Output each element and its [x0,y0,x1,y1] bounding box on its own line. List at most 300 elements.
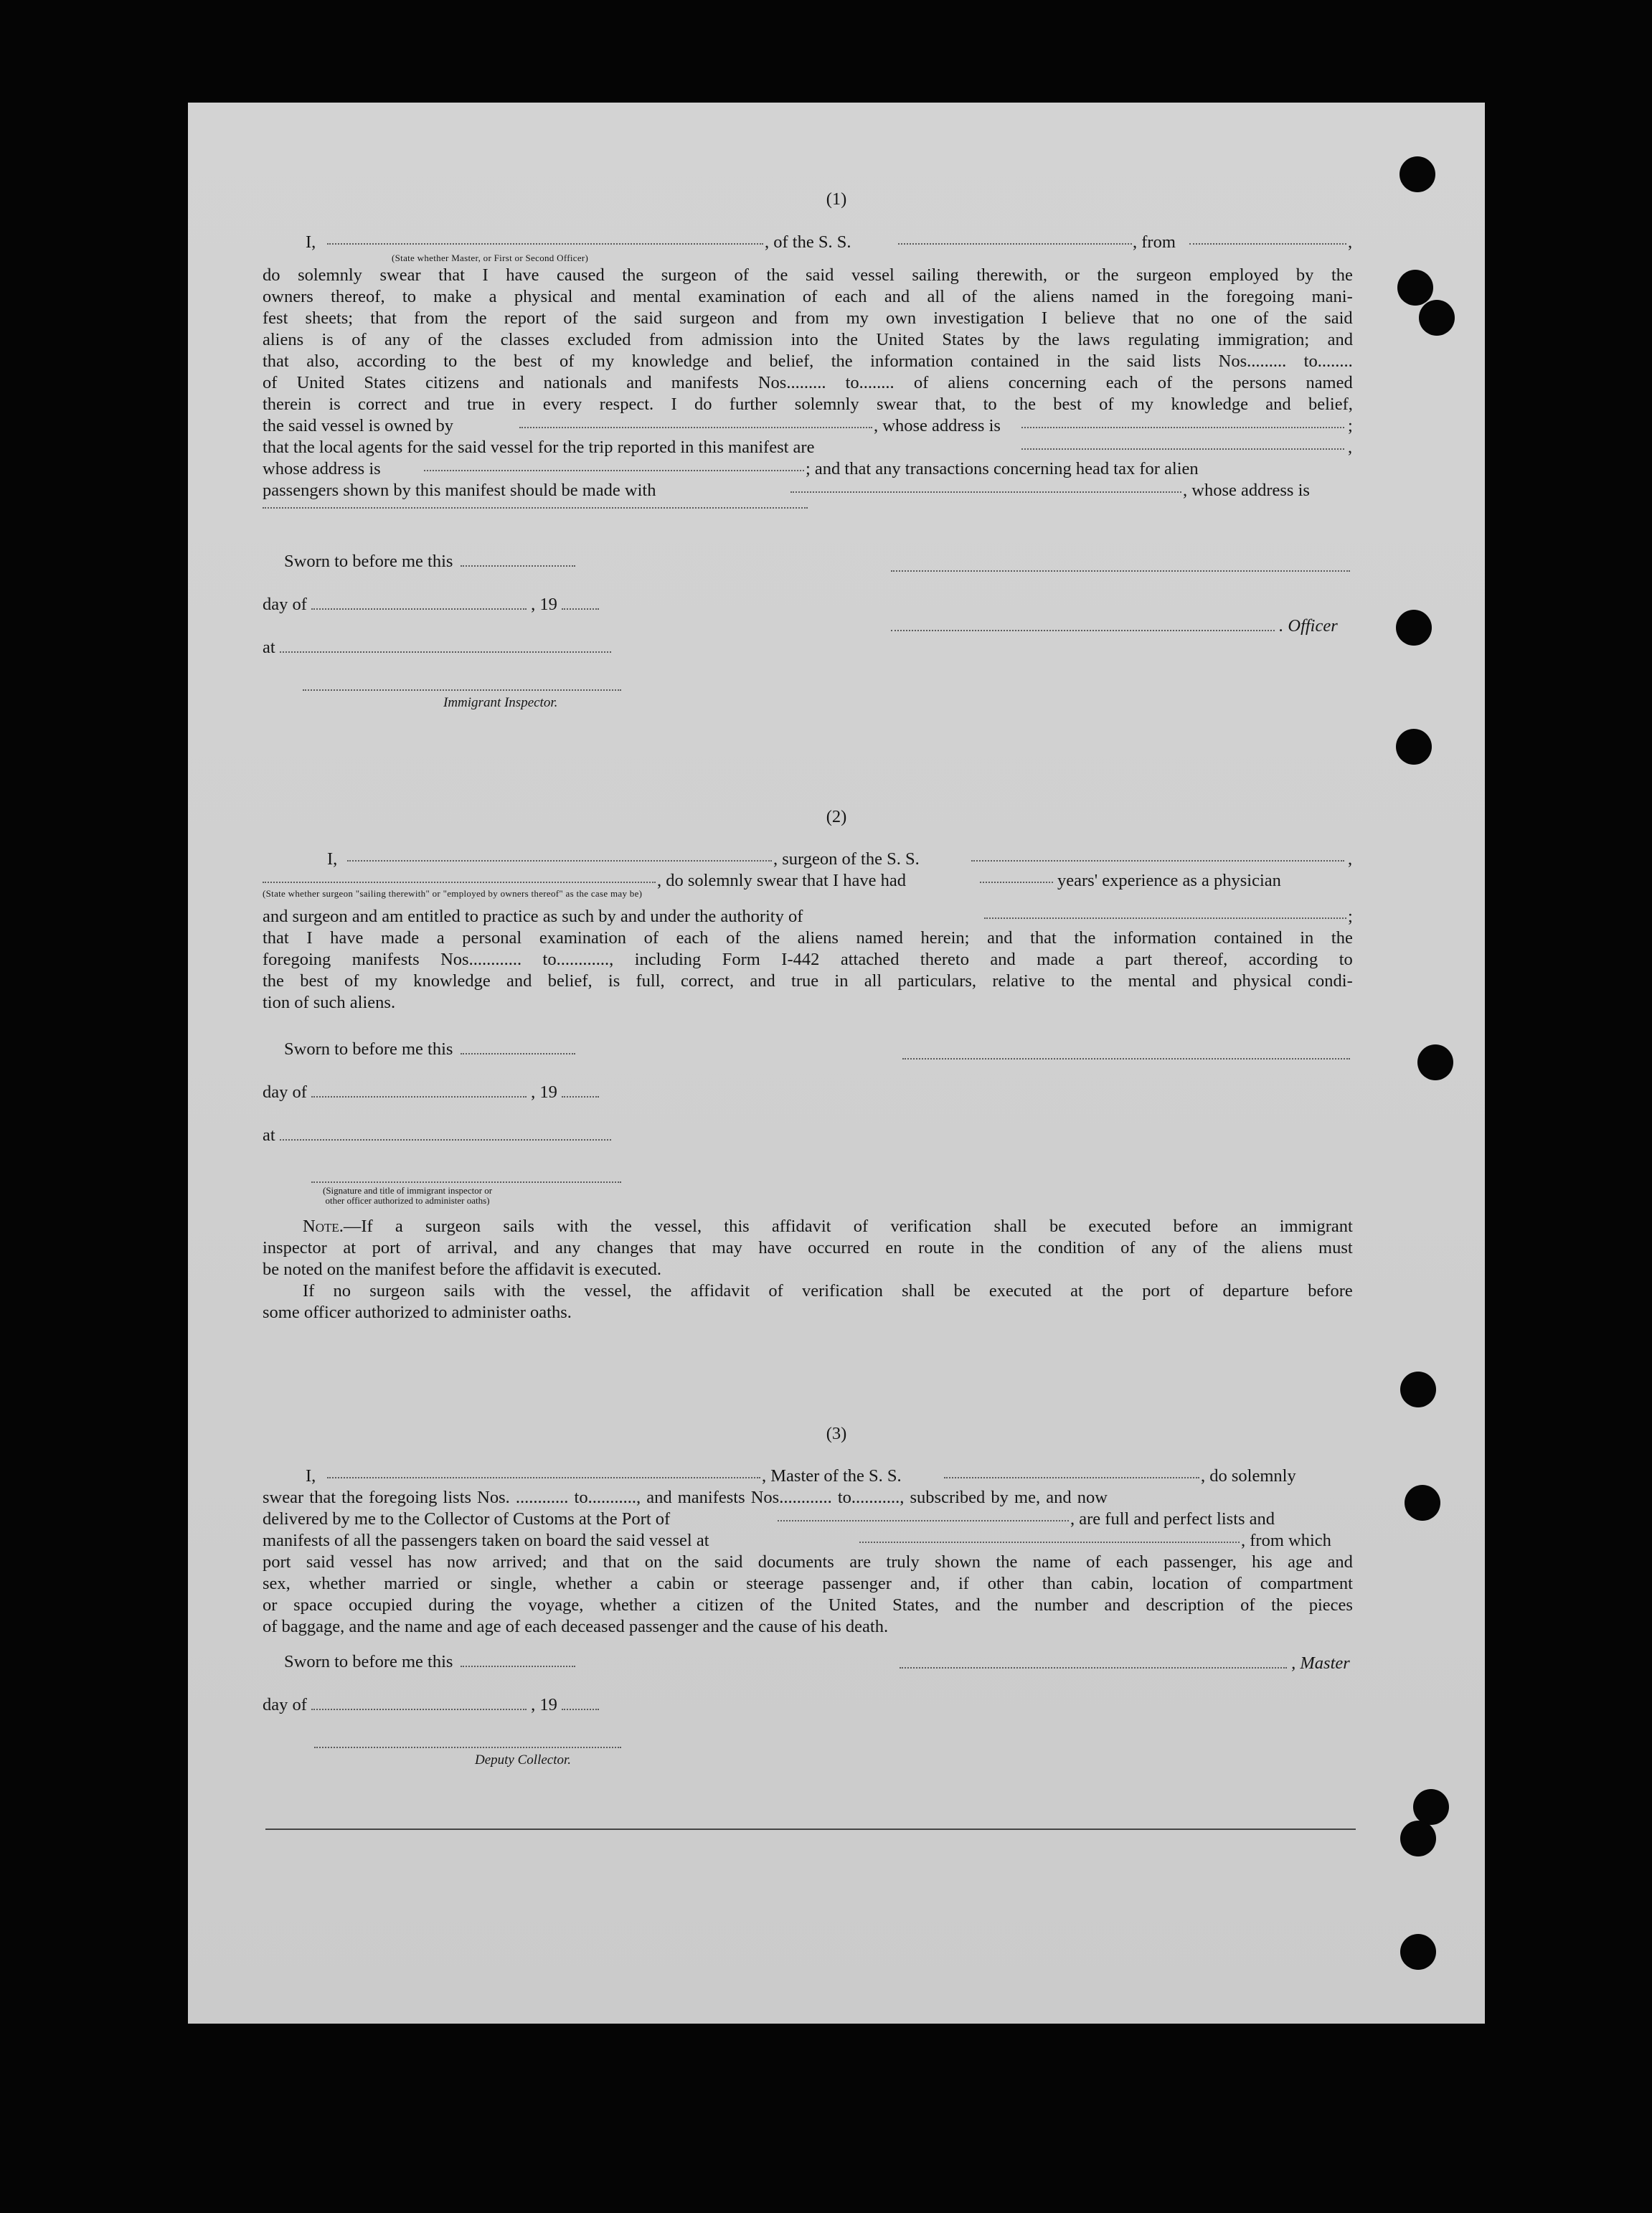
word: port [1142,1281,1171,1301]
section-2-heading: (2) [826,807,847,826]
word: the [677,1552,699,1572]
word: whether [308,1574,366,1593]
s3-master-label: , Master [1291,1653,1350,1673]
word: no [333,1281,351,1301]
s1-day-label: day of [263,595,307,614]
word: swear [876,395,918,414]
word: physical [514,287,573,306]
s3-l4-b: , from which [1241,1531,1331,1550]
word: of [1157,373,1173,392]
word: of [1120,1238,1136,1258]
s2-caption-2: other officer authorized to administer oaths) [325,1195,490,1206]
s3-line-1 [263,1466,1353,1487]
word: States [364,373,406,392]
word: solemnly [298,265,362,285]
s2-day-field[interactable] [311,1083,527,1098]
word: United [296,373,345,392]
word: therein [263,395,312,414]
word: information [1113,928,1196,948]
s3-l2-text: swear that the foregoing lists Nos. ............ to..........., and manifests Nos............ to..........., subscribed by me, and now [263,1488,1108,1507]
word: documents [757,1552,834,1572]
word: Form [722,950,760,969]
word: true [791,971,819,991]
punch-hole [1417,1044,1453,1080]
word: all [864,971,882,991]
word: may [712,1238,742,1258]
word: the [1087,351,1110,371]
s2-line-2 [263,870,1353,892]
word: now [446,1552,478,1572]
word: the [758,928,780,948]
word: persons [1232,373,1287,392]
s1-officer-label: . Officer [1279,616,1338,636]
word: and, [910,1574,940,1593]
word: of [1099,395,1114,414]
word: each [1105,373,1138,392]
word: in [1300,928,1314,948]
s2-l1-a: I, [327,849,338,869]
word: manifests [351,950,420,969]
word: best [514,351,542,371]
word: the [610,1217,632,1236]
word: occupied [349,1595,412,1615]
word: vessel, [584,1281,632,1301]
word: cabin, [1090,1574,1134,1593]
s1-at [263,638,611,658]
word: to [1339,950,1353,969]
word: any [1151,1238,1177,1258]
note-line-2 [263,1237,1353,1259]
owner-field[interactable] [519,414,872,428]
s3-line-3 [263,1509,1353,1530]
s3-sworn-date-field[interactable] [461,1653,575,1667]
word: changes [596,1238,653,1258]
officer-rank-field[interactable] [327,230,763,245]
word: and [1191,971,1217,991]
word: the [1331,265,1353,285]
word: my [591,351,615,371]
s1-l12-b: , whose address is [1183,481,1310,500]
word: before [1173,1217,1219,1236]
master-name-field[interactable] [327,1464,760,1478]
s1-officer-caption: (State whether Master, or First or Second Officer) [392,253,589,263]
s1-sworn-date-field[interactable] [461,552,575,567]
word: executed [988,1281,1052,1301]
word: from [648,330,684,349]
s3-collector-line[interactable] [314,1734,621,1748]
word: cabin [656,1574,695,1593]
word: of [344,971,359,991]
s2-justified-line-4 [263,928,1353,949]
authority-field[interactable] [984,905,1346,919]
word: at [343,1238,357,1258]
word: have [758,1238,792,1258]
s1-line-1 [263,232,1353,253]
word: Nos......... [1218,351,1287,371]
word: classes [500,330,549,349]
word: I [1041,308,1048,328]
word: by [1002,330,1020,349]
word: be [953,1281,971,1301]
word: the [1014,395,1036,414]
word: including [634,950,702,969]
word: surgeon [1136,265,1192,285]
word: to........ [1303,351,1353,371]
word: condi- [1308,971,1353,991]
word: occurred [808,1238,869,1258]
s2-l2-a: , do solemnly swear that I have had [657,871,906,890]
s3-sworn [284,1652,575,1672]
word: that [263,351,289,371]
word: named [1306,373,1353,392]
word: nationals [543,373,608,392]
word: the [490,1595,512,1615]
word: an [1240,1217,1257,1236]
s2-justified-line-6 [263,971,1353,992]
punch-hole [1400,1934,1436,1970]
word: aliens [1261,1238,1303,1258]
from-port-field[interactable] [1189,230,1346,245]
word: the [1331,928,1353,948]
word: and [514,1238,539,1258]
s2-sworn [284,1039,575,1060]
note-justified-line-4 [263,1280,1353,1302]
word: condition [1037,1238,1105,1258]
word: citizens [425,373,479,392]
word: a [488,287,497,306]
s3-l3-b: , are full and perfect lists and [1070,1509,1275,1529]
s2-at-label: at [263,1126,275,1145]
word: in [511,395,526,414]
word: and [726,351,752,371]
s3-ship-field[interactable] [944,1464,1199,1478]
section-1-body [263,232,1353,523]
section-3-heading: (3) [826,1424,847,1443]
word: pieces [1308,1595,1353,1615]
head-tax-address-field[interactable] [263,494,808,509]
surgeon-status-field[interactable] [263,869,656,883]
word: and [626,373,652,392]
word: physical [1233,971,1292,991]
s1-signature-line[interactable] [891,557,1350,572]
local-agents-field[interactable] [1021,435,1344,450]
years-experience-field[interactable] [980,869,1053,883]
word: contained [971,351,1039,371]
s2-line-1 [263,849,1353,870]
word: the [1285,308,1308,328]
s2-caption-1: (Signature and title of immigrant inspector or [323,1185,493,1196]
word: or [1065,265,1080,285]
word: believe [1065,308,1115,328]
word: and [562,1552,588,1572]
word: any [384,330,410,349]
note-line-3: be noted on the manifest before the affidavit is executed. [263,1260,662,1279]
word: this [724,1217,750,1236]
word: of [726,928,741,948]
word: shall [902,1281,935,1301]
word: aliens [797,928,839,948]
customs-port-field[interactable] [778,1507,1069,1521]
word: my [1131,395,1154,414]
s2-l2-b: years' experience as a physician [1057,871,1281,890]
word: and [752,308,778,328]
word: the [1090,971,1113,991]
word: said [714,1552,743,1572]
word: my [846,308,869,328]
form-page [188,103,1485,2024]
word: is [321,330,334,349]
word: to [402,287,416,306]
word: each [1115,1552,1148,1572]
word: sails [503,1217,534,1236]
s1-l11-a: whose address is [263,459,381,478]
word: a [1095,950,1104,969]
word: States [942,330,984,349]
word: the [650,1281,672,1301]
word: foregoing [1226,287,1295,306]
word: thereof, [331,287,385,306]
s1-l11-b: ; and that any transactions concerning head tax for alien [806,459,1199,478]
s2-inspector-line[interactable] [311,1169,621,1183]
word: to [443,351,458,371]
s1-justified-line-6 [263,351,1353,372]
word: the [595,308,617,328]
word: named [1091,287,1139,306]
s2-note-line-1 [263,1216,1353,1237]
word: a [436,928,445,948]
section-3-body [263,1466,1353,1638]
s3-day [263,1695,599,1715]
s2-l1-c: , [1348,849,1353,869]
punch-hole [1396,610,1432,646]
word: sex, [263,1574,291,1593]
word: verification [890,1217,972,1236]
s2-l3-a: and surgeon and am entitled to practice as such by and under the authority of [263,907,803,926]
word: than [1042,1574,1073,1593]
s1-day [263,595,599,615]
word: belief, [547,971,593,991]
word: a [630,1574,638,1593]
word: aliens [263,330,304,349]
word: description [1146,1595,1224,1615]
word: further [729,395,778,414]
word: have [506,265,539,285]
s1-justified-line-4 [263,308,1353,329]
s2-year-field[interactable] [562,1083,599,1098]
word: during [428,1595,475,1615]
word: solemnly [794,395,859,414]
word: in [1156,287,1170,306]
word: fest [263,308,288,328]
s2-day-label: day of [263,1082,307,1102]
word: with [494,1281,525,1301]
word: the [622,265,644,285]
word: mani- [1311,287,1353,306]
s1-officer-line[interactable] [891,617,1275,631]
s2-signature-line[interactable] [902,1045,1350,1060]
word: shall [993,1217,1027,1236]
word: passenger [822,1574,892,1593]
word: do [263,265,280,285]
word: his [1252,1552,1273,1572]
word: belief, [769,351,814,371]
s3-master-sig [900,1653,1350,1674]
word: that, [935,395,966,414]
s2-sworn-date-field[interactable] [461,1040,575,1054]
s1-inspector-caption: Immigrant Inspector. [443,695,558,710]
word: according [357,351,426,371]
s2-last-line: tion of such aliens. [263,993,396,1012]
word: that [603,1552,630,1572]
s2-at-field[interactable] [280,1126,611,1141]
s1-day-field[interactable] [311,595,527,610]
word: and [884,287,910,306]
word: part [1125,950,1153,969]
word: that [370,308,397,328]
word: the [996,1552,1018,1572]
word: before [1308,1281,1353,1301]
word: examination [539,928,626,948]
s2-justified-line-5 [263,949,1353,971]
owner-address-field[interactable] [1021,414,1344,428]
s3-last-line: of baggage, and the name and age of each deceased passenger and the cause of his death. [263,1617,889,1636]
word: port [263,1552,291,1572]
word: owners [263,287,313,306]
word: all [927,287,945,306]
s3-master-line[interactable] [900,1654,1287,1669]
agents-address-field[interactable] [424,457,804,471]
s1-l10-a: that the local agents for the said vessel for the trip reported in this manifest are [263,438,815,457]
word: vessel, [654,1217,702,1236]
s1-justified-line-7 [263,372,1353,394]
word: aliens [948,373,989,392]
s1-inspector-line[interactable] [303,676,621,691]
s1-justified-line-8 [263,394,1353,415]
word: made [1037,950,1075,969]
word: the [1000,1238,1022,1258]
word: and [750,971,775,991]
word: in [834,971,849,991]
word: caused [557,265,605,285]
word: one [1211,308,1237,328]
word: each [834,287,867,306]
word: has [407,1552,432,1572]
s2-l1-b: , surgeon of the S. S. [773,849,920,869]
s1-l1-b: , of the S. S. [765,232,851,252]
word: to [1061,971,1075,991]
word: married [384,1574,439,1593]
s3-year-field[interactable] [562,1696,599,1710]
word: sailing [912,265,959,285]
word: I [306,928,313,948]
word: is [329,395,341,414]
word: the [996,1595,1019,1615]
word: the [1271,1595,1293,1615]
word: knowledge [1171,395,1248,414]
s2-line-3 [263,906,1353,928]
word: the [790,1595,813,1615]
head-tax-agent-field[interactable] [790,478,1181,493]
word: the [465,308,487,328]
word: attached [840,950,900,969]
word: mental [633,287,681,306]
punch-hole [1400,1372,1436,1407]
s3-justified-line-7 [263,1595,1353,1616]
word: en [885,1238,902,1258]
word: into [790,330,818,349]
s1-year-field[interactable] [562,595,599,610]
s2-surgeon-caption: (State whether surgeon "sailing therewith" or "employed by owners thereof" as the case may be) [263,888,643,899]
word: whether [554,1574,612,1593]
s1-l9-a: the said vessel is owned by [263,416,454,435]
word: each [676,928,709,948]
s1-officer-sig [891,616,1338,636]
word: United [876,330,925,349]
word: of [1189,1281,1204,1301]
word: said [306,1552,335,1572]
boarding-port-field[interactable] [859,1529,1240,1543]
s3-l3-a: delivered by me to the Collector of Customs at the Port of [263,1509,671,1529]
word: at [1070,1281,1083,1301]
word: Nos......... [757,373,826,392]
word: vessel [851,265,895,285]
s3-l1-c: , do solemnly [1201,1466,1296,1486]
s3-collector-caption: Deputy Collector. [475,1752,572,1768]
word: arrived; [492,1552,547,1572]
word: make [433,287,472,306]
punch-hole [1413,1789,1449,1825]
word: and [1327,1552,1353,1572]
word: a [395,1217,403,1236]
s2-ship-field[interactable] [971,847,1344,862]
word: belief, [1308,395,1353,414]
word: arrival, [447,1238,498,1258]
word: affidavit [690,1281,750,1301]
word: route [918,1238,955,1258]
s3-day-field[interactable] [311,1696,527,1710]
word: and [987,928,1013,948]
s3-line-2 [263,1487,1353,1509]
word: surgeon [679,308,735,328]
s1-at-field[interactable] [280,638,611,653]
word: surgeon [661,265,717,285]
word: aliens [1033,287,1075,306]
word: that [263,928,289,948]
note-line-1-words [344,1216,1353,1237]
punch-hole [1419,300,1455,336]
s2-day [263,1082,599,1103]
word: herein; [920,928,970,948]
word: I [482,265,488,285]
ship-name-field[interactable] [898,230,1132,245]
word: employed [1209,265,1279,285]
s1-l12-a: passengers shown by this manifest should be made with [263,481,656,500]
word: the [461,330,483,349]
surgeon-name-field[interactable] [347,847,772,862]
word: do [694,395,712,414]
word: foregoing [263,950,331,969]
word: United [828,1595,877,1615]
s1-sworn [284,552,575,572]
word: name [1032,1552,1071,1572]
word: If [303,1281,315,1301]
word: are [849,1552,872,1572]
word: personal [462,928,522,948]
word: swear [379,265,421,285]
word: port [372,1238,401,1258]
s3-l1-a: I, [306,1466,316,1486]
word: immigrant [1279,1217,1353,1236]
